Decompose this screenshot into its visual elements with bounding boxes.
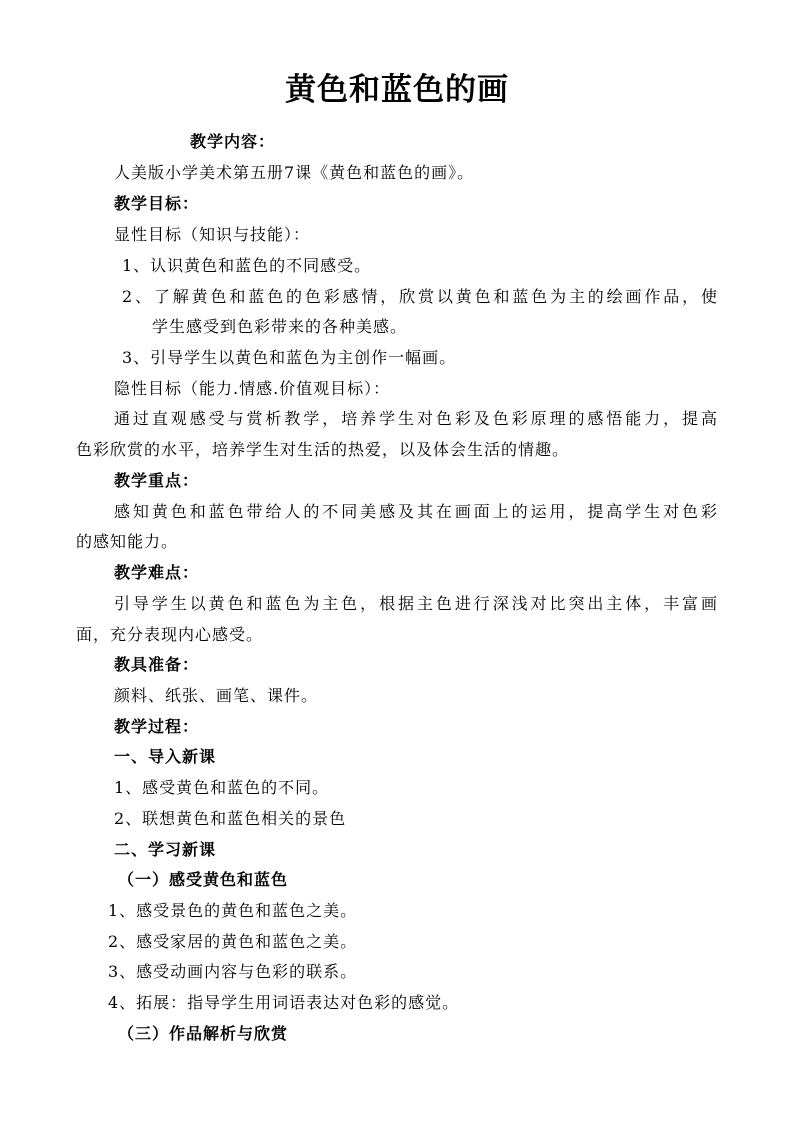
- paragraph-line: 通过直观感受与赏析教学，培养学生对色彩及色彩原理的感悟能力，提高: [114, 409, 718, 428]
- text-line: 人美版小学美术第五册7课《黄色和蓝色的画》。: [114, 163, 475, 182]
- list-item: 1、感受黄色和蓝色的不同。: [114, 778, 330, 797]
- heading-difficulties: 教学难点：: [114, 563, 200, 582]
- list-item: 1、认识黄色和蓝色的不同感受。: [122, 256, 372, 275]
- paragraph-line: 色彩欣赏的水平，培养学生对生活的热爱，以及体会生活的情趣。: [76, 440, 570, 459]
- subsection-heading: （三）作品解析与欣赏: [118, 1024, 289, 1043]
- document-title: 黄色和蓝色的画: [285, 72, 509, 108]
- paragraph-line: 引导学生以黄色和蓝色为主色，根据主色进行深浅对比突出主体，丰富画: [114, 594, 718, 613]
- heading-process: 教学过程：: [114, 717, 200, 736]
- text-line: 颜料、纸张、画笔、课件。: [114, 686, 319, 705]
- list-item: 2、了解黄色和蓝色的色彩感情，欣赏以黄色和蓝色为主的绘画作品，使: [122, 287, 718, 306]
- list-item: 3、引导学生以黄色和蓝色为主创作一幅画。: [122, 348, 457, 367]
- list-item: 2、联想黄色和蓝色相关的景色: [114, 809, 347, 828]
- subsection-heading: （一）感受黄色和蓝色: [118, 870, 289, 889]
- list-item-continuation: 学生感受到色彩带来的各种美感。: [152, 317, 408, 336]
- list-item: 2、感受家居的黄色和蓝色之美。: [108, 932, 358, 951]
- text-line: 隐性目标（能力.情感.价值观目标）：: [114, 379, 391, 398]
- list-item: 1、感受景色的黄色和蓝色之美。: [108, 901, 358, 920]
- heading-teaching-goals: 教学目标：: [114, 194, 200, 213]
- heading-materials: 教具准备：: [114, 655, 200, 674]
- paragraph-line: 面，充分表现内心感受。: [76, 625, 264, 644]
- list-item: 4、拓展：指导学生用词语表达对色彩的感觉。: [108, 993, 460, 1012]
- list-item: 3、感受动画内容与色彩的联系。: [108, 962, 358, 981]
- paragraph-line: 感知黄色和蓝色带给人的不同美感及其在画面上的运用，提高学生对色彩: [114, 502, 718, 521]
- heading-teaching-content: 教学内容：: [190, 132, 276, 151]
- section-heading: 一、导入新课: [114, 747, 217, 766]
- text-line: 显性目标（知识与技能）：: [114, 225, 311, 244]
- paragraph-line: 的感知能力。: [76, 532, 179, 551]
- heading-key-points: 教学重点：: [114, 471, 200, 490]
- section-heading: 二、学习新课: [114, 840, 217, 859]
